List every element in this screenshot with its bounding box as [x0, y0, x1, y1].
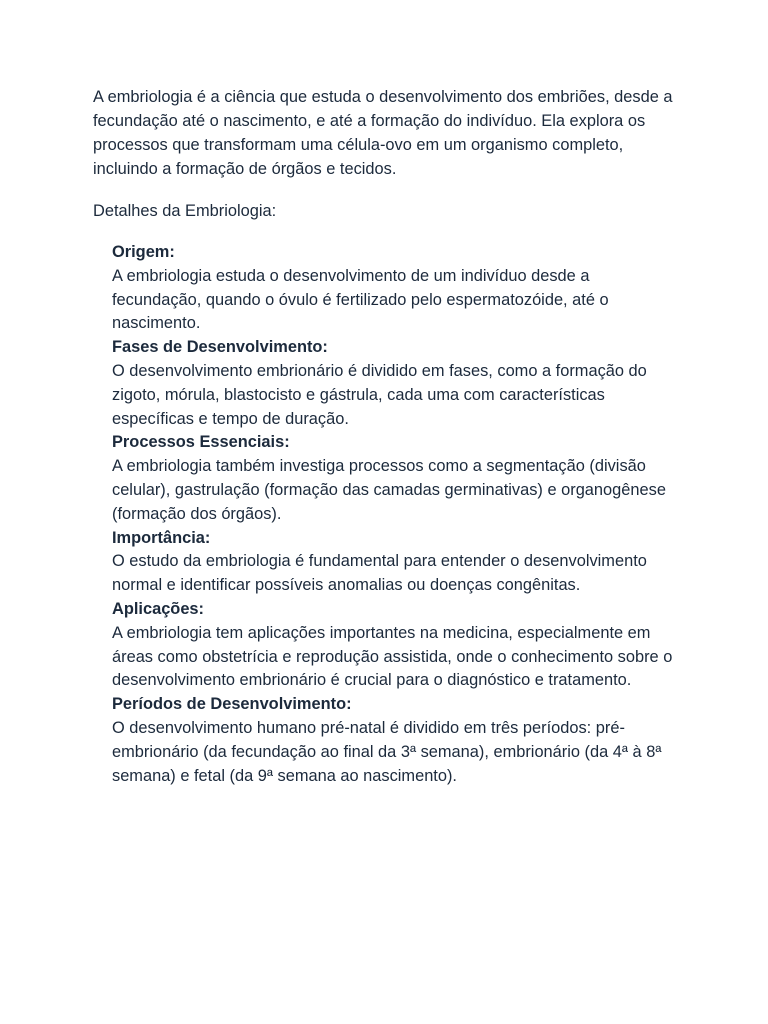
- intro-paragraph: A embriologia é a ciência que estuda o desenvolvimento dos embriões, desde a fecundação até o nascimento, e até a formação do indivíduo. Ela explora os processos que transformam uma célula-ovo em um organismo completo, incluindo a formação de órgãos e tecidos.: [93, 88, 673, 178]
- detail-item-fases: [112, 336, 683, 431]
- detail-text: O desenvolvimento embrionário é dividido em fases, como a formação do zigoto, mórula, blastocisto e gástrula, cada uma com características específicas e tempo de duração.: [112, 361, 647, 428]
- detail-title: Períodos de Desenvolvimento:: [112, 695, 352, 714]
- detail-item-origem: [112, 241, 683, 336]
- detail-item-importancia: [112, 527, 683, 598]
- detail-item-aplicacoes: [112, 598, 683, 693]
- detail-text: A embriologia tem aplicações importantes na medicina, especialmente em áreas como obstetrícia e reprodução assistida, onde o conhecimento sobre o desenvolvimento embrionário é crucial para o diagnóstico e tratamento.: [112, 623, 673, 690]
- detail-text: A embriologia também investiga processos como a segmentação (divisão celular), gastrulação (formação das camadas germinativas) e organogênese (formação dos órgãos).: [112, 457, 666, 523]
- details-subheading: Detalhes da Embriologia:: [93, 202, 277, 220]
- detail-title: Origem:: [112, 243, 175, 261]
- detail-text: O desenvolvimento humano pré-natal é dividido em três períodos: pré-embrionário (da fecundação ao final da 3ª semana), embrionário (da 4ª à 8ª semana) e fetal (da 9ª semana ao nascimento).: [112, 718, 662, 785]
- detail-text: A embriologia estuda o desenvolvimento de um indivíduo desde a fecundação, quando o óvulo é fertilizado pelo espermatozóide, até o nascimento.: [112, 266, 609, 333]
- detail-title: Importância:: [112, 528, 211, 547]
- detail-text: O estudo da embriologia é fundamental para entender o desenvolvimento normal e identificar possíveis anomalias ou doenças congênitas.: [112, 552, 647, 595]
- detail-title: Processos Essenciais:: [112, 433, 290, 452]
- details-list: [93, 241, 683, 788]
- document-page: [93, 85, 683, 788]
- detail-title: Fases de Desenvolvimento:: [112, 338, 328, 357]
- detail-title: Aplicações:: [112, 599, 205, 618]
- detail-item-periodos: [112, 693, 683, 788]
- detail-item-processos: [112, 431, 683, 526]
